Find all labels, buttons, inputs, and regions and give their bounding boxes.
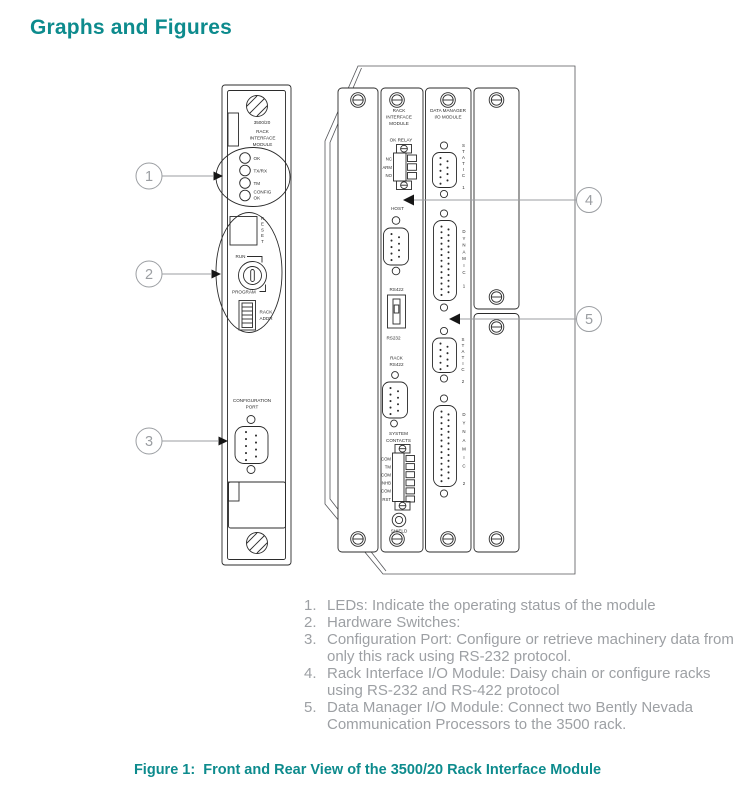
front-model-label: 3500/20 bbox=[253, 120, 271, 125]
led-ok-label: OK bbox=[253, 156, 261, 161]
led-tm-label: TM bbox=[253, 181, 261, 186]
led-config-label-line-2: OK bbox=[253, 195, 261, 201]
relay-arm-label: ARM bbox=[382, 164, 392, 170]
page-title: Graphs and Figures bbox=[30, 16, 232, 39]
run-label: RUN bbox=[235, 254, 246, 259]
program-label: PROGRAM bbox=[232, 289, 256, 295]
list-item bbox=[304, 665, 734, 699]
rack-rs422-label-line-1: RACK bbox=[390, 355, 403, 361]
screw-icon bbox=[489, 290, 504, 305]
callout-3-number: 3 bbox=[144, 434, 154, 450]
system-contacts-label-line-2: CONTACTS bbox=[386, 438, 411, 443]
list-item-text: Data Manager I/O Module: Connect two Bently Nevada Communication Processors to the 3500 rack. bbox=[327, 699, 694, 733]
dm-name-line-2: I/O MODULE bbox=[434, 114, 462, 120]
rack-addr-label-line-2: ADDR bbox=[259, 316, 273, 321]
contact-rst-label: RST bbox=[382, 496, 391, 502]
rack-rs422-label-line-2: RS422 bbox=[389, 362, 404, 367]
list-item bbox=[304, 699, 734, 733]
list-item bbox=[304, 597, 734, 614]
config-port-label-line-1: CONFIGURATION bbox=[232, 398, 272, 403]
rear-rack-interface-module-panel bbox=[381, 88, 423, 552]
static2-label: S T A T I C 2 bbox=[461, 337, 465, 384]
rim-name-line-2: INTERFACE bbox=[386, 114, 412, 120]
list-item-text: Hardware Switches: bbox=[327, 614, 461, 631]
list-item-text: Rack Interface I/O Module: Daisy chain or configure racks using RS-232 and RS-422 protocol bbox=[327, 665, 711, 699]
callout-2-number: 2 bbox=[144, 267, 154, 283]
relay-nc-label: NC bbox=[385, 156, 392, 162]
screw-icon bbox=[489, 93, 504, 108]
rear-blank-panel-right-upper bbox=[474, 88, 519, 309]
screw-icon bbox=[390, 93, 405, 108]
list-item-number: 3. bbox=[304, 631, 317, 648]
rs232-label: RS232 bbox=[386, 335, 401, 341]
rim-name-line-3: MODULE bbox=[389, 121, 409, 126]
dm-name-line-1: DATA MANAGER bbox=[430, 108, 466, 113]
rear-blank-panel-right-lower bbox=[474, 314, 519, 553]
contact-com2-label: COM bbox=[380, 472, 391, 478]
contact-inhb-label: INHB bbox=[380, 480, 391, 486]
list-item bbox=[304, 631, 734, 665]
callout-1-number: 1 bbox=[144, 169, 154, 185]
figure-caption: Figure 1: Front and Rear View of the 3500/20 Rack Interface Module bbox=[133, 762, 602, 778]
callout-2 bbox=[136, 261, 221, 287]
static1-label: S T A T I C 1 bbox=[461, 143, 466, 190]
front-module-drawing bbox=[216, 85, 291, 565]
rs422-label: RS422 bbox=[389, 287, 404, 292]
led-tx-rx-label: TX/RX bbox=[253, 168, 268, 174]
rear-data-manager-panel bbox=[426, 88, 472, 552]
relay-no-label: NO bbox=[385, 173, 392, 178]
dynamic1-label: D Y N A M I C 1 bbox=[462, 229, 466, 289]
screw-icon bbox=[441, 532, 456, 547]
callout-3 bbox=[136, 428, 228, 454]
led-config-label-line-1: CONFIG bbox=[253, 189, 272, 195]
screw-icon bbox=[489, 320, 504, 335]
ok-relay-label: OK RELAY bbox=[389, 137, 413, 143]
screw-icon bbox=[489, 532, 504, 547]
contact-com1-label: COM bbox=[380, 456, 391, 462]
screw-icon bbox=[441, 93, 456, 108]
callout-1 bbox=[136, 163, 223, 189]
host-label: HOST bbox=[391, 206, 404, 211]
front-name-line-2: INTERFACE bbox=[249, 135, 276, 141]
rack-addr-label-line-1: RACK bbox=[259, 309, 273, 315]
front-name-line-1: RACK bbox=[256, 129, 269, 134]
list-item bbox=[304, 614, 734, 631]
config-port-label-line-2: PORT bbox=[245, 404, 259, 410]
callout-5 bbox=[449, 307, 602, 332]
screw-icon bbox=[351, 532, 366, 547]
contact-tm-label: TM bbox=[384, 464, 391, 470]
list-item-text: LEDs: Indicate the operating status of the module bbox=[327, 597, 656, 614]
screw-icon bbox=[351, 93, 366, 108]
callout-4-number: 4 bbox=[584, 193, 594, 209]
list-item-number: 1. bbox=[304, 597, 317, 614]
reset-label: R E S E T bbox=[260, 216, 265, 244]
list-item-number: 2. bbox=[304, 614, 317, 631]
list-item-text: Configuration Port: Configure or retrieve machinery data from only this rack using RS-232 protocol. bbox=[327, 631, 734, 665]
list-item-number: 4. bbox=[304, 665, 317, 682]
callout-5-number: 5 bbox=[584, 312, 594, 328]
rim-name-line-1: RACK bbox=[392, 108, 406, 113]
front-name-line-3: MODULE bbox=[252, 142, 273, 147]
rear-view-drawing bbox=[325, 66, 575, 574]
list-item-number: 5. bbox=[304, 699, 317, 716]
screw-icon bbox=[390, 532, 405, 547]
dynamic2-label: D Y N A M I C 2 bbox=[462, 412, 466, 486]
system-contacts-label-line-1: SYSTEM bbox=[389, 431, 408, 436]
figure-legend-list bbox=[304, 597, 734, 733]
contact-com3-label: COM bbox=[380, 488, 391, 494]
shield-label: SHIELD bbox=[390, 528, 408, 534]
rear-blank-panel-left bbox=[338, 88, 378, 552]
